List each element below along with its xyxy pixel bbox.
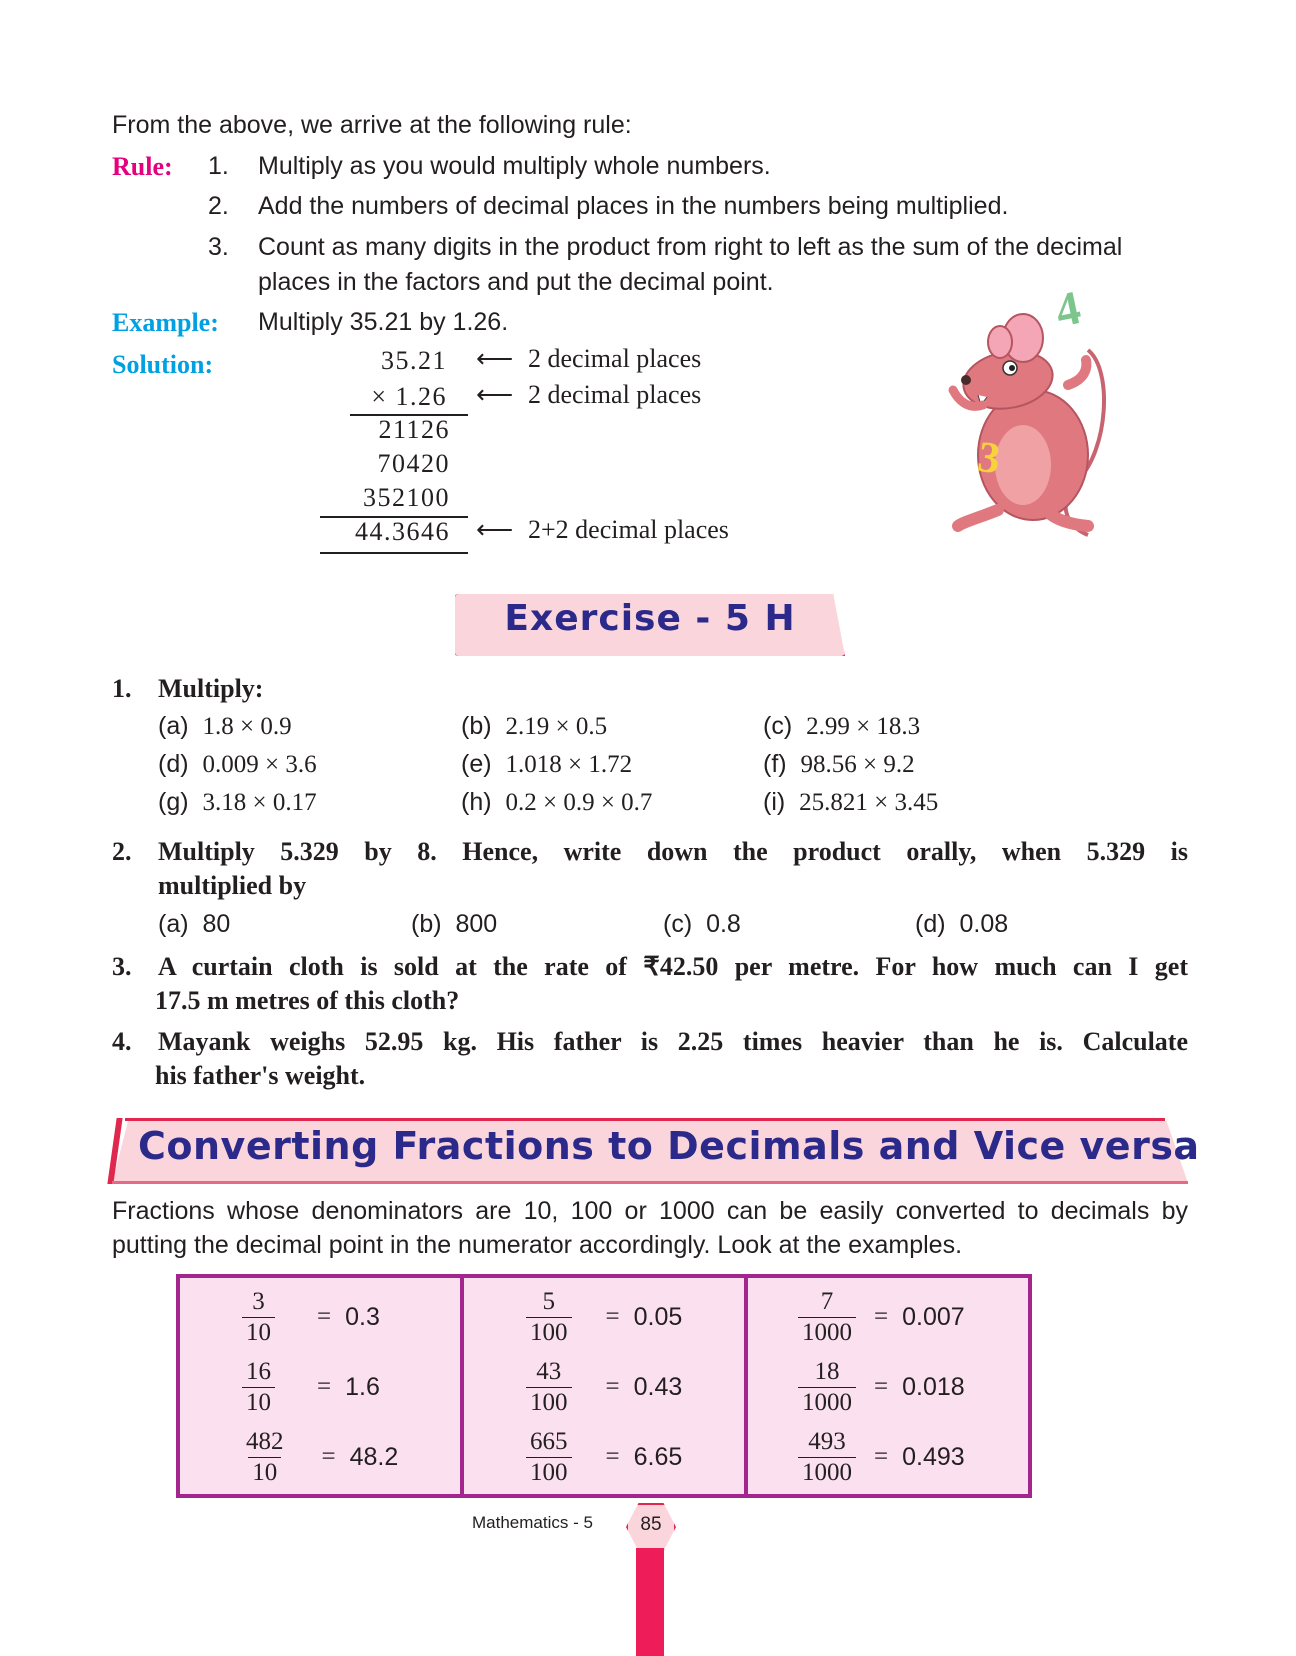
option-expr: 2.19 × 0.5 xyxy=(505,713,608,740)
rule-text-3-cont: places in the factors and put the decimal point. xyxy=(258,268,774,296)
rule-num-1: 1. xyxy=(208,152,229,180)
q3-text-line1: A curtain cloth is sold at the rate of ₹42.50 per metre. For how much can I get xyxy=(158,952,1188,981)
rule-num-2: 2. xyxy=(208,192,229,220)
option-expr: 80 xyxy=(202,910,231,938)
fraction xyxy=(242,1357,275,1418)
rule-text-3: Count as many digits in the product from right to left as the sum of the decimal xyxy=(258,233,1123,261)
q2-number: 2. xyxy=(112,837,132,866)
option-label: (c) xyxy=(763,712,793,740)
denominator: 100 xyxy=(526,1457,572,1488)
mul-line-1: 35.21 xyxy=(381,346,447,375)
equals-sign: = xyxy=(874,1303,889,1330)
decimal-value: 0.007 xyxy=(902,1302,965,1331)
q1-option-d xyxy=(158,750,317,779)
q2-option-c xyxy=(663,910,741,939)
section-paragraph-line2: putting the decimal point in the numerator accordingly. Look at the examples. xyxy=(112,1231,963,1259)
option-label: (d) xyxy=(158,750,189,778)
fraction-table xyxy=(176,1274,1032,1498)
arrow-3: ⟵ xyxy=(476,515,514,544)
option-label: (e) xyxy=(461,750,492,778)
fraction xyxy=(798,1427,856,1488)
q1-option-h xyxy=(461,788,652,817)
q1-option-g xyxy=(158,788,317,817)
denominator: 1000 xyxy=(798,1457,856,1488)
denominator: 100 xyxy=(526,1317,572,1348)
numerator: 665 xyxy=(530,1427,568,1455)
option-label: (h) xyxy=(461,788,492,816)
fraction xyxy=(798,1287,856,1348)
fraction-row xyxy=(464,1422,744,1492)
q1-option-b xyxy=(461,712,607,741)
numerator: 18 xyxy=(814,1357,840,1385)
page-number: 85 xyxy=(640,1514,662,1535)
numerator: 3 xyxy=(252,1287,265,1315)
fraction-row xyxy=(748,1352,1028,1422)
decimal-value: 0.05 xyxy=(633,1302,683,1331)
illustration-digit-4: 4 xyxy=(1050,281,1086,338)
fraction-row xyxy=(180,1282,460,1352)
decimal-value: 48.2 xyxy=(349,1442,399,1471)
fraction-row xyxy=(464,1282,744,1352)
mul-line-4: 70420 xyxy=(377,449,450,478)
mul-line-6: 44.3646 xyxy=(355,517,450,546)
example-label: Example: xyxy=(112,308,219,337)
mul-line-2: × 1.26 xyxy=(371,382,447,411)
q2-text-line1: Multiply 5.329 by 8. Hence, write down the product orally, when 5.329 is xyxy=(158,837,1188,866)
q2-text-line2: multiplied by xyxy=(158,871,307,900)
q4-number: 4. xyxy=(112,1027,132,1056)
arrow-1: ⟵ xyxy=(476,344,514,373)
numerator: 5 xyxy=(542,1287,555,1315)
example-text: Multiply 35.21 by 1.26. xyxy=(258,308,509,336)
fraction-column-thousandths xyxy=(744,1278,1028,1494)
fraction xyxy=(798,1357,856,1418)
q2-option-b xyxy=(411,910,497,939)
rule-label: Rule: xyxy=(112,152,173,181)
denominator: 100 xyxy=(526,1387,572,1418)
denominator: 1000 xyxy=(798,1387,856,1418)
option-label: (c) xyxy=(663,910,693,938)
fraction xyxy=(526,1287,572,1348)
rule-text-2: Add the numbers of decimal places in the numbers being multiplied. xyxy=(258,192,1009,220)
illustration-digit-3: 3 xyxy=(974,431,1004,484)
q1-option-e xyxy=(461,750,632,779)
equals-sign: = xyxy=(317,1303,332,1330)
q4-text-line2: his father's weight. xyxy=(155,1061,366,1090)
decimal-value: 0.018 xyxy=(902,1372,965,1401)
arrow-2: ⟵ xyxy=(476,380,514,409)
option-label: (b) xyxy=(461,712,492,740)
denominator: 10 xyxy=(242,1387,275,1418)
option-expr: 0.8 xyxy=(706,910,741,938)
mul-rule-3 xyxy=(320,552,468,554)
numerator: 493 xyxy=(808,1427,846,1455)
option-label: (b) xyxy=(411,910,442,938)
q1-text: Multiply: xyxy=(158,674,264,703)
q2-option-a xyxy=(158,910,230,939)
section-paragraph-line1: Fractions whose denominators are 10, 100 or 1000 can be easily converted to decimals by xyxy=(112,1197,1188,1225)
equals-sign: = xyxy=(605,1373,620,1400)
equals-sign: = xyxy=(874,1443,889,1470)
note-1: 2 decimal places xyxy=(528,344,702,373)
q1-option-a xyxy=(158,712,292,741)
option-label: (d) xyxy=(915,910,946,938)
section-header-bottom-border xyxy=(112,1181,1188,1184)
option-expr: 800 xyxy=(455,910,498,938)
numerator: 482 xyxy=(246,1427,284,1455)
option-expr: 2.99 × 18.3 xyxy=(806,713,921,740)
q2-option-d xyxy=(915,910,1008,939)
section-title: Converting Fractions to Decimals and Vice versa xyxy=(138,1124,1200,1168)
fraction-column-hundredths xyxy=(460,1278,744,1494)
option-expr: 1.018 × 1.72 xyxy=(505,751,633,778)
fraction-column-tenths xyxy=(180,1278,460,1494)
q1-number: 1. xyxy=(112,674,132,703)
option-expr: 25.821 × 3.45 xyxy=(799,789,939,816)
q1-option-c xyxy=(763,712,920,741)
section-header-top-border xyxy=(125,1118,1165,1121)
option-label: (g) xyxy=(158,788,189,816)
fraction-row xyxy=(180,1352,460,1422)
fraction-row xyxy=(180,1422,460,1492)
fraction xyxy=(526,1427,572,1488)
q4-text-line1: Mayank weighs 52.95 kg. His father is 2.25 times heavier than he is. Calculate xyxy=(158,1027,1188,1056)
option-expr: 0.2 × 0.9 × 0.7 xyxy=(505,789,653,816)
denominator: 10 xyxy=(248,1457,281,1488)
q3-text-line2: 17.5 m metres of this cloth? xyxy=(155,986,460,1015)
footer-subject: Mathematics - 5 xyxy=(472,1513,593,1532)
option-expr: 3.18 × 0.17 xyxy=(202,789,317,816)
note-3: 2+2 decimal places xyxy=(528,515,729,544)
decimal-value: 6.65 xyxy=(633,1442,683,1471)
mouse-illustration xyxy=(938,290,1128,550)
equals-sign: = xyxy=(317,1373,332,1400)
intro-text: From the above, we arrive at the following rule: xyxy=(112,111,632,139)
option-expr: 1.8 × 0.9 xyxy=(202,713,292,740)
option-label: (i) xyxy=(763,788,786,816)
option-expr: 0.009 × 3.6 xyxy=(202,751,317,778)
note-2: 2 decimal places xyxy=(528,380,702,409)
decimal-value: 0.43 xyxy=(633,1372,683,1401)
mul-line-5: 352100 xyxy=(363,483,450,512)
numerator: 16 xyxy=(246,1357,271,1385)
q1-option-f xyxy=(763,750,915,779)
mul-line-3: 21126 xyxy=(378,415,450,444)
option-label: (a) xyxy=(158,910,189,938)
option-label: (a) xyxy=(158,712,189,740)
solution-label: Solution: xyxy=(112,350,214,379)
equals-sign: = xyxy=(605,1303,620,1330)
fraction xyxy=(242,1427,288,1488)
equals-sign: = xyxy=(321,1443,336,1470)
fraction xyxy=(526,1357,572,1418)
numerator: 43 xyxy=(536,1357,562,1385)
option-expr: 0.08 xyxy=(959,910,1009,938)
option-expr: 98.56 × 9.2 xyxy=(800,751,915,778)
equals-sign: = xyxy=(874,1373,889,1400)
rule-num-3: 3. xyxy=(208,233,229,261)
numerator: 7 xyxy=(820,1287,834,1315)
fraction-row xyxy=(748,1282,1028,1352)
decimal-value: 0.3 xyxy=(345,1302,380,1331)
fraction-row xyxy=(748,1422,1028,1492)
fraction-row xyxy=(464,1352,744,1422)
equals-sign: = xyxy=(605,1443,620,1470)
rule-text-1: Multiply as you would multiply whole numbers. xyxy=(258,152,771,180)
q1-option-i xyxy=(763,788,938,817)
q3-number: 3. xyxy=(112,952,132,981)
option-label: (f) xyxy=(763,750,787,778)
decimal-value: 1.6 xyxy=(345,1372,380,1401)
page-bar-decoration xyxy=(636,1548,664,1656)
exercise-title: Exercise - 5 H xyxy=(504,598,796,639)
denominator: 10 xyxy=(242,1317,275,1348)
decimal-value: 0.493 xyxy=(902,1442,965,1471)
fraction xyxy=(242,1287,275,1348)
denominator: 1000 xyxy=(798,1317,856,1348)
